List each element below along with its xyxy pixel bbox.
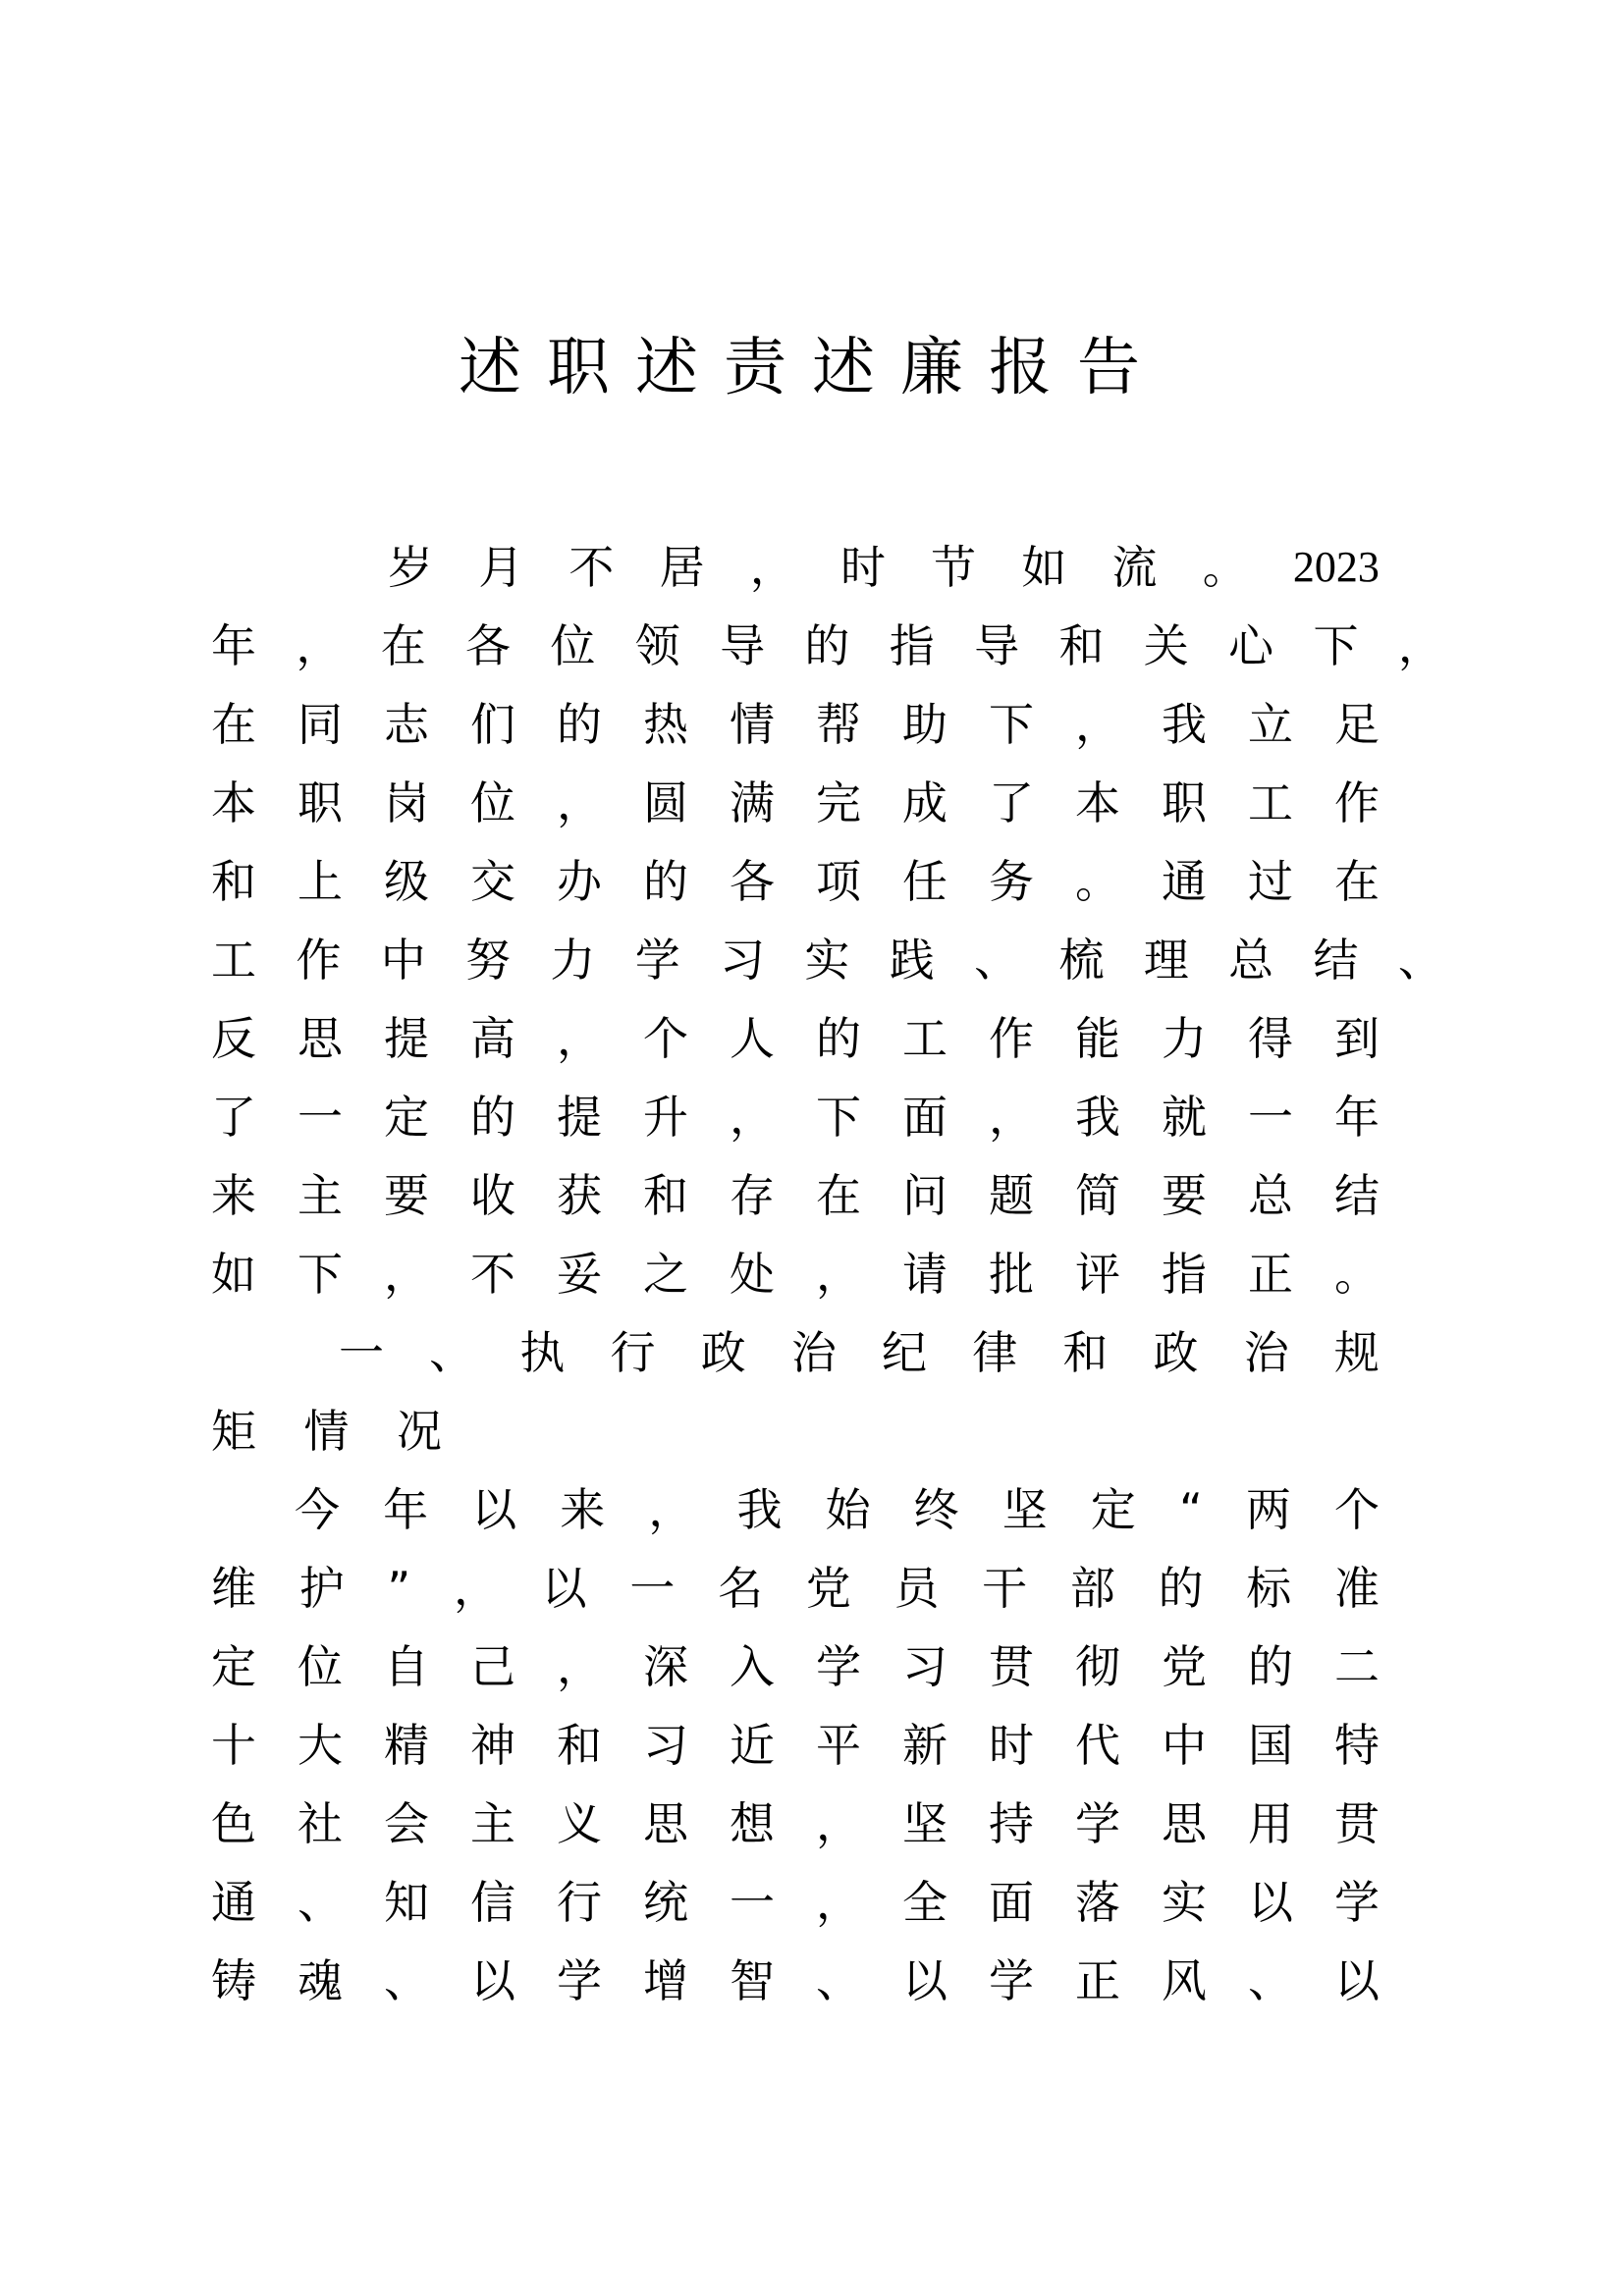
text-glyph: 、 [816, 1954, 861, 2007]
text-glyph: ， [296, 619, 342, 672]
section-heading-line [339, 1323, 1380, 1382]
text-glyph: 律 [972, 1326, 1018, 1379]
text-glyph: ， [989, 1091, 1034, 1144]
text-glyph: 来 [211, 1169, 256, 1222]
text-glyph: 学 [816, 1640, 861, 1693]
text-glyph: 务 [989, 855, 1034, 908]
text-glyph: 下 [989, 698, 1034, 751]
text-glyph: 增 [643, 1954, 688, 2007]
text-glyph: 不 [568, 541, 615, 594]
text-glyph: 以 [471, 1483, 517, 1536]
text-glyph: 全 [902, 1876, 947, 1929]
text-glyph: 铸 [211, 1954, 256, 2007]
text-glyph: 高 [470, 1012, 515, 1065]
text-glyph: 名 [718, 1562, 764, 1615]
text-glyph: 贯 [989, 1640, 1034, 1693]
text-glyph: 请 [902, 1248, 947, 1301]
text-glyph: 中 [1162, 1719, 1207, 1772]
text-glyph: 学 [1075, 1797, 1120, 1850]
text-glyph: 自 [384, 1640, 429, 1693]
text-glyph: 情 [730, 698, 775, 751]
text-glyph: 到 [1334, 1012, 1380, 1065]
text-glyph: ， [816, 1876, 861, 1929]
text-glyph: 作 [296, 934, 342, 987]
text-glyph: 我 [736, 1483, 783, 1536]
text-glyph: 、 [1397, 934, 1443, 987]
text-glyph: 通 [1162, 855, 1207, 908]
text-line [211, 1559, 1380, 1618]
text-glyph: 习 [902, 1640, 947, 1693]
text-glyph: 工 [211, 934, 256, 987]
text-glyph: 在 [816, 1169, 861, 1222]
text-glyph: 获 [557, 1169, 602, 1222]
text-glyph: 护 [298, 1562, 345, 1615]
text-glyph: 在 [1334, 855, 1380, 908]
text-glyph: 况 [397, 1405, 442, 1458]
text-line [211, 1794, 1380, 1853]
text-glyph: 定 [384, 1091, 429, 1144]
text-glyph: 社 [298, 1797, 343, 1850]
text-glyph: 纪 [882, 1326, 928, 1379]
text-glyph: 通 [211, 1876, 256, 1929]
text-glyph: 准 [1333, 1562, 1380, 1615]
text-glyph: 、 [1248, 1954, 1293, 2007]
text-glyph: 心 [1228, 619, 1274, 672]
text-glyph: 信 [470, 1876, 515, 1929]
text-glyph: 年 [211, 619, 256, 672]
text-glyph: 要 [1162, 1169, 1207, 1222]
text-glyph: 结 [1313, 934, 1359, 987]
text-glyph: 立 [1248, 698, 1293, 751]
text-glyph: 以 [470, 1954, 515, 2007]
text-glyph: 们 [470, 698, 515, 751]
text-glyph: 和 [1058, 619, 1105, 672]
text-glyph: 。 [1202, 541, 1248, 594]
text-glyph: 主 [298, 1169, 343, 1222]
text-glyph: 来 [560, 1483, 606, 1536]
text-glyph: 满 [730, 776, 775, 829]
text-glyph: 入 [730, 1640, 775, 1693]
text-glyph: 个 [1333, 1483, 1380, 1536]
text-glyph: 政 [700, 1326, 746, 1379]
text-glyph: 存 [730, 1169, 775, 1222]
text-glyph: 导 [974, 619, 1020, 672]
text-glyph: 评 [1075, 1248, 1120, 1301]
text-glyph: 了 [989, 776, 1034, 829]
text-glyph: 在 [211, 698, 256, 751]
text-glyph: 平 [816, 1719, 861, 1772]
text-glyph: 项 [816, 855, 861, 908]
text-glyph: 各 [465, 619, 512, 672]
text-glyph: 反 [211, 1012, 256, 1065]
text-glyph: 本 [1075, 776, 1120, 829]
text-glyph: 交 [470, 855, 515, 908]
text-glyph: 年 [383, 1483, 429, 1536]
text-glyph: 职 [1162, 776, 1207, 829]
text-glyph: ， [730, 1091, 775, 1144]
text-glyph: 己 [470, 1640, 515, 1693]
text-glyph: 以 [1334, 1954, 1380, 2007]
text-glyph: 能 [1075, 1012, 1120, 1065]
text-glyph: 不 [470, 1248, 515, 1301]
text-glyph: 位 [470, 776, 515, 829]
text-line [211, 1873, 1380, 1932]
text-glyph: 学 [557, 1954, 602, 2007]
text-glyph: 两 [1245, 1483, 1291, 1536]
text-glyph: 政 [1153, 1326, 1199, 1379]
text-glyph: 代 [1075, 1719, 1120, 1772]
text-glyph: 以 [541, 1562, 587, 1615]
text-glyph: 贯 [1334, 1797, 1380, 1850]
text-glyph: ， [557, 776, 602, 829]
text-glyph: 想 [730, 1797, 775, 1850]
text-glyph: 年 [1334, 1091, 1380, 1144]
text-glyph: 的 [1248, 1640, 1293, 1693]
text-glyph: 义 [557, 1797, 602, 1850]
text-glyph: 持 [989, 1797, 1034, 1850]
text-glyph: 和 [211, 855, 256, 908]
text-glyph: 、 [298, 1876, 343, 1929]
text-glyph: 总 [1228, 934, 1274, 987]
text-glyph: 知 [384, 1876, 429, 1929]
text-glyph: 执 [519, 1326, 566, 1379]
text-line [211, 695, 1380, 754]
text-glyph: 流 [1111, 541, 1158, 594]
text-line [211, 1166, 1380, 1225]
text-glyph: 十 [211, 1719, 256, 1772]
text-glyph: 以 [902, 1954, 947, 2007]
text-glyph: 之 [643, 1248, 688, 1301]
text-glyph: ， [816, 1797, 861, 1850]
text-glyph: 用 [1248, 1797, 1293, 1850]
text-glyph: 正 [1248, 1248, 1293, 1301]
text-glyph: 的 [816, 1012, 861, 1065]
text-glyph: 完 [816, 776, 861, 829]
text-glyph: 如 [1021, 541, 1067, 594]
text-glyph: 导 [720, 619, 766, 672]
document-title: 述职述责述廉报告 [459, 332, 1165, 404]
text-glyph: 任 [902, 855, 947, 908]
text-glyph: 下 [816, 1091, 861, 1144]
text-glyph: 部 [1069, 1562, 1115, 1615]
text-glyph: 学 [989, 1954, 1034, 2007]
text-glyph: 实 [1162, 1876, 1207, 1929]
text-glyph: 工 [902, 1012, 947, 1065]
text-glyph: 行 [557, 1876, 602, 1929]
text-glyph: 面 [989, 1876, 1034, 1929]
text-glyph: 统 [643, 1876, 688, 1929]
text-glyph: 新 [902, 1719, 947, 1772]
text-glyph: 彻 [1075, 1640, 1120, 1693]
text-glyph: 二 [1334, 1640, 1380, 1693]
text-glyph: 问 [902, 1169, 947, 1222]
text-glyph: 下 [298, 1248, 343, 1301]
text-glyph: 色 [211, 1797, 256, 1850]
text-glyph: 如 [211, 1248, 256, 1301]
text-line [211, 1245, 1380, 1304]
text-glyph: 魂 [298, 1954, 343, 2007]
text-glyph: 个 [643, 1012, 688, 1065]
text-glyph: 特 [1334, 1719, 1380, 1772]
text-line [211, 1088, 1380, 1147]
text-glyph: 居 [659, 541, 705, 594]
text-glyph: 一 [339, 1326, 384, 1379]
text-glyph: 行 [610, 1326, 656, 1379]
text-glyph: 下 [1313, 619, 1359, 672]
text-glyph: 圆 [643, 776, 688, 829]
text-glyph: “ [1178, 1483, 1203, 1536]
text-glyph: 作 [989, 1012, 1034, 1065]
text-glyph: 的 [643, 855, 688, 908]
text-glyph: 维 [211, 1562, 256, 1615]
text-glyph: 助 [902, 698, 947, 751]
text-glyph: 情 [303, 1405, 350, 1458]
text-line [295, 1480, 1380, 1539]
text-glyph: 坚 [1001, 1483, 1048, 1536]
text-glyph: 标 [1246, 1562, 1292, 1615]
text-glyph: 正 [1075, 1954, 1120, 2007]
text-line [211, 852, 1380, 911]
text-glyph: 就 [1162, 1091, 1207, 1144]
text-glyph: 成 [902, 776, 947, 829]
text-glyph: 得 [1248, 1012, 1293, 1065]
text-glyph: 面 [902, 1091, 947, 1144]
text-glyph: 了 [211, 1091, 256, 1144]
text-glyph: 精 [384, 1719, 429, 1772]
text-glyph: 批 [989, 1248, 1034, 1301]
text-glyph: ， [648, 1483, 694, 1536]
text-glyph: 指 [889, 619, 935, 672]
text-glyph: 矩 [211, 1405, 256, 1458]
text-glyph: 治 [1243, 1326, 1289, 1379]
text-glyph: 落 [1075, 1876, 1120, 1929]
text-glyph: 始 [825, 1483, 871, 1536]
text-glyph: 升 [643, 1091, 688, 1144]
text-glyph: 近 [730, 1719, 775, 1772]
text-glyph: 位 [550, 619, 596, 672]
text-glyph: 习 [720, 934, 766, 987]
text-glyph: 一 [1248, 1091, 1293, 1144]
text-glyph: 的 [470, 1091, 515, 1144]
text-glyph: 的 [557, 698, 602, 751]
text-glyph: 、 [384, 1954, 429, 2007]
text-glyph: 思 [643, 1797, 688, 1850]
text-glyph: 。 [1334, 1248, 1380, 1301]
text-glyph: 中 [380, 934, 426, 987]
text-glyph: 努 [465, 934, 512, 987]
text-glyph: 工 [1248, 776, 1293, 829]
section-heading-line [211, 1402, 442, 1461]
text-glyph: 学 [634, 934, 680, 987]
text-glyph: 一 [298, 1091, 343, 1144]
text-glyph: 上 [298, 855, 343, 908]
text-glyph: ， [453, 1562, 499, 1615]
text-glyph: ， [557, 1012, 602, 1065]
text-glyph: 、 [974, 934, 1020, 987]
text-glyph: 国 [1248, 1719, 1293, 1772]
text-glyph: 、 [429, 1326, 475, 1379]
text-glyph: 今 [295, 1483, 340, 1536]
text-glyph: 员 [893, 1562, 940, 1615]
text-line [211, 931, 1443, 989]
text-line [211, 1951, 1380, 2010]
text-glyph: 处 [730, 1248, 775, 1301]
text-glyph: ， [1075, 698, 1120, 751]
text-line [388, 538, 1380, 597]
text-glyph: 一 [629, 1562, 676, 1615]
text-glyph: 本 [211, 776, 256, 829]
text-glyph: 思 [1162, 1797, 1207, 1850]
text-glyph: 践 [889, 934, 935, 987]
text-glyph: 提 [384, 1012, 429, 1065]
text-line [211, 774, 1380, 832]
text-glyph: 结 [1334, 1169, 1380, 1222]
text-glyph: 思 [298, 1012, 343, 1065]
text-glyph: 力 [1162, 1012, 1207, 1065]
text-glyph: 主 [470, 1797, 515, 1850]
text-glyph: 人 [730, 1012, 775, 1065]
text-glyph: 月 [478, 541, 524, 594]
text-glyph: 干 [982, 1562, 1028, 1615]
text-line [211, 616, 1443, 675]
text-glyph: 习 [643, 1719, 688, 1772]
text-glyph: 足 [1334, 698, 1380, 751]
text-line [211, 1637, 1380, 1696]
text-glyph: 定 [1090, 1483, 1136, 1536]
text-glyph: 级 [384, 855, 429, 908]
text-glyph: 实 [804, 934, 850, 987]
text-glyph: 收 [470, 1169, 515, 1222]
text-glyph: 智 [730, 1954, 775, 2007]
text-glyph: 大 [298, 1719, 343, 1772]
text-glyph: 和 [643, 1169, 688, 1222]
text-glyph: 要 [384, 1169, 429, 1222]
text-glyph: 关 [1143, 619, 1189, 672]
text-glyph: 2023 [1292, 543, 1380, 591]
text-glyph: ， [557, 1640, 602, 1693]
text-glyph: 和 [1062, 1326, 1109, 1379]
text-glyph: 帮 [816, 698, 861, 751]
text-glyph: 节 [931, 541, 977, 594]
text-glyph: 的 [804, 619, 850, 672]
text-glyph: 总 [1248, 1169, 1293, 1222]
text-glyph: 规 [1333, 1326, 1380, 1379]
text-glyph: 同 [298, 698, 343, 751]
text-glyph: 提 [557, 1091, 602, 1144]
text-glyph: ， [1397, 619, 1443, 672]
text-glyph: ， [816, 1248, 861, 1301]
text-glyph: 岗 [384, 776, 429, 829]
text-glyph: 妥 [557, 1248, 602, 1301]
text-glyph: 定 [211, 1640, 256, 1693]
text-glyph: 我 [1075, 1091, 1120, 1144]
text-glyph: 岁 [388, 541, 433, 594]
text-glyph: 时 [839, 541, 886, 594]
text-glyph: 领 [634, 619, 680, 672]
text-glyph: 。 [1075, 855, 1120, 908]
text-glyph: 的 [1158, 1562, 1204, 1615]
text-glyph: 梳 [1058, 934, 1105, 987]
text-glyph: 简 [1075, 1169, 1120, 1222]
text-glyph: 时 [989, 1719, 1034, 1772]
text-glyph: 作 [1334, 776, 1380, 829]
text-glyph: 志 [384, 698, 429, 751]
text-glyph: 题 [989, 1169, 1034, 1222]
text-glyph: 指 [1162, 1248, 1207, 1301]
text-glyph: 治 [790, 1326, 837, 1379]
text-glyph: 理 [1143, 934, 1189, 987]
text-glyph: 终 [913, 1483, 959, 1536]
text-line [211, 1716, 1380, 1775]
text-glyph: 我 [1162, 698, 1207, 751]
text-glyph: 和 [557, 1719, 602, 1772]
text-glyph: 深 [643, 1640, 688, 1693]
text-glyph: 职 [298, 776, 343, 829]
text-glyph: 学 [1334, 1876, 1380, 1929]
text-glyph: 办 [557, 855, 602, 908]
text-glyph: 会 [384, 1797, 429, 1850]
text-glyph: 坚 [902, 1797, 947, 1850]
text-glyph: 风 [1162, 1954, 1207, 2007]
text-glyph: 党 [805, 1562, 851, 1615]
text-glyph: ， [384, 1248, 429, 1301]
text-glyph: 一 [730, 1876, 775, 1929]
text-glyph: 党 [1162, 1640, 1207, 1693]
text-glyph: 过 [1248, 855, 1293, 908]
text-glyph: 位 [298, 1640, 343, 1693]
text-glyph: 在 [380, 619, 426, 672]
text-glyph: 以 [1248, 1876, 1293, 1929]
text-glyph: 热 [643, 698, 688, 751]
text-glyph: 力 [550, 934, 596, 987]
text-glyph: ” [387, 1562, 411, 1615]
text-glyph: ， [749, 541, 795, 594]
text-glyph: 神 [470, 1719, 515, 1772]
text-glyph: 各 [730, 855, 775, 908]
text-line [211, 1009, 1380, 1068]
